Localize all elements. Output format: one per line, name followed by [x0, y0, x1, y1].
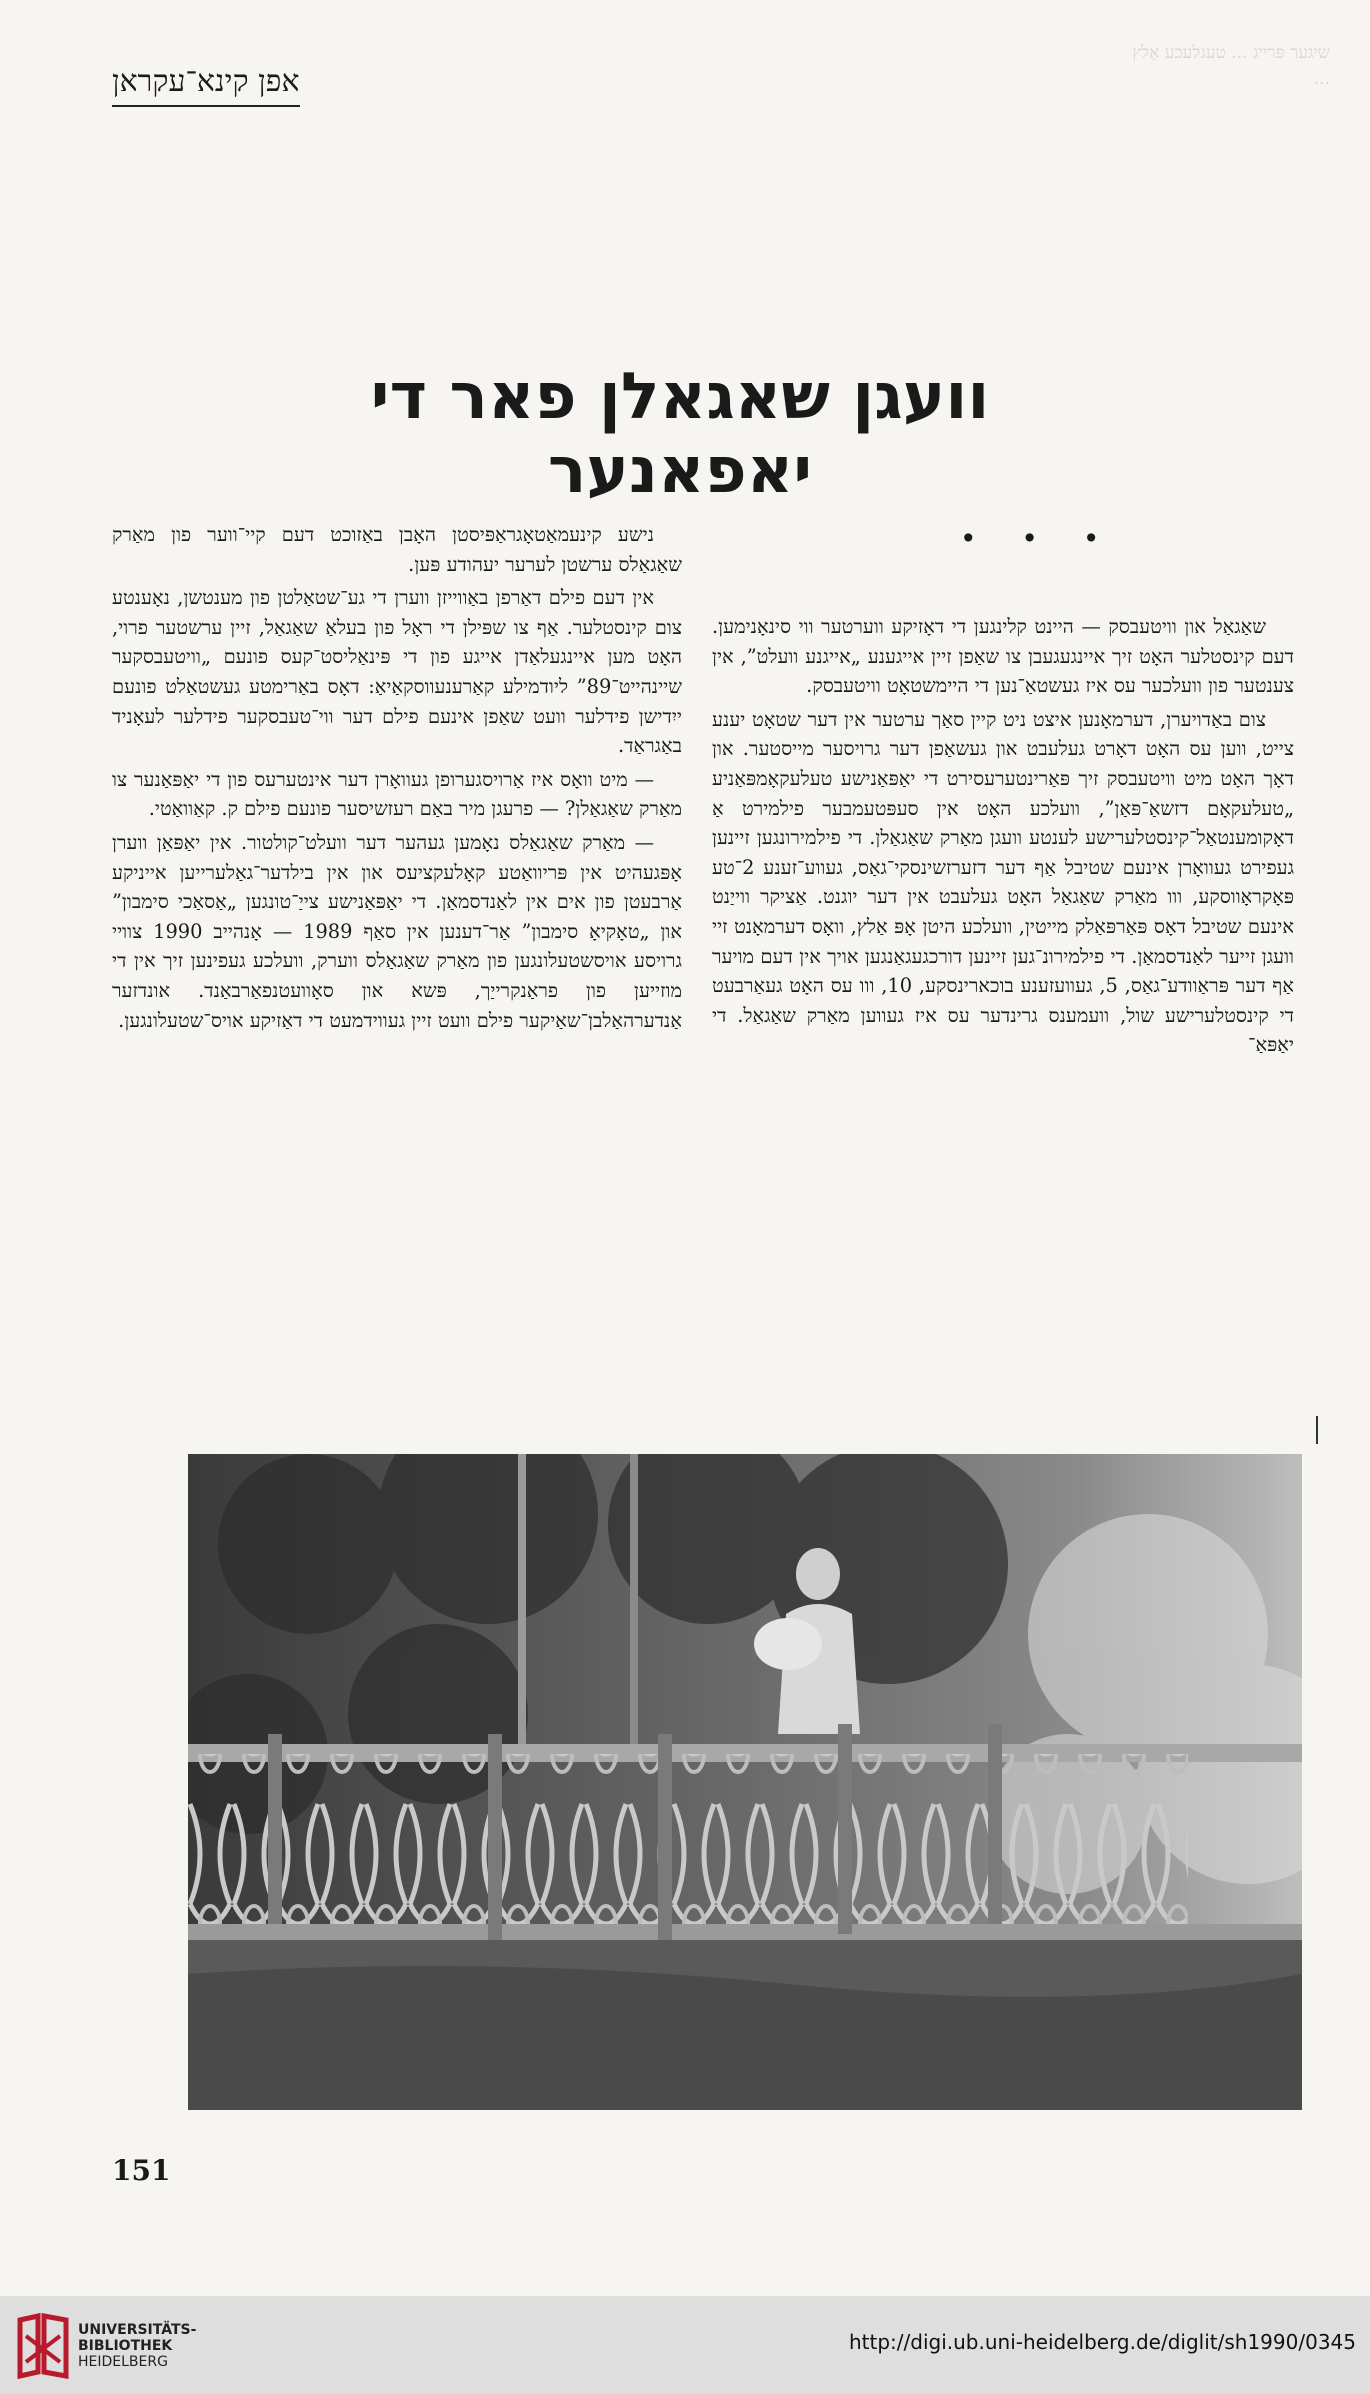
margin-mark: [1316, 1416, 1318, 1444]
page-number: 151: [112, 2154, 171, 2187]
left-column: [112, 520, 682, 1039]
paragraph: — מיט וואָס איז אַרויסגערופן געוואָרן דער אינטערעס פון די יאַפּאַנער צו מאַרק שאַגאַלן? — פרעגן מיר באַם רעזשיסער פונעם פילם ק. קאַוואַטי.: [112, 767, 682, 821]
library-name-line: HEIDELBERG: [78, 2354, 168, 2370]
section-dots: • • •: [960, 522, 1118, 555]
library-name-line: BIBLIOTHEK: [78, 2338, 173, 2354]
bleed-through-text: שיגער פּרייג ... טעגלעכע אַלץ ...: [1132, 43, 1330, 89]
library-name: [78, 2322, 196, 2370]
permalink[interactable]: http://digi.ub.uni-heidelberg.de/diglit/sh1990/0345: [848, 2330, 1356, 2354]
article-title: וועגן שאגאלן פאר די יאפאנער: [370, 360, 990, 508]
paragraph: צום באַדויערן, דערמאָנען איצט ניט קיין סאַך ערטער אין דער שטאָט יענע צייט, ווען עס האָט דאָרט געלעבט און געשאַפן דער גרויסער מייסטער. און דאָך האָט מיט וויטעבסק זיך פּאַרינטערעסירט די יאַפּאַנישע טעלעקאָמפּאַניע „טעלעקאָם דזשאַ־פּאַן”, וועלכע האָט אין סעפּטעמבער פילמירט אַ דאָקומענטאַל־קינסטלערישע לענטע וועגן מאַרק שאַגאַלן. די פילמירונגען זיינען געפירט געוואָרן אינעם שטיבל אַף דער דזערזשינסקי־גאַס, געווע־זענע 2־טע פּאָקראָווסקע, ווו מאַרק שאַגאַל האָט געלעבט אין דער יוגנט. אַציקר ווייַנט אינעם שטיבל דאָס פּאַרפּאַלק מייטין, וועלכע היטן אָפּ אַלץ, וואָס דערמאָנט זיי וועגן זייער לאַנדסמאַן. די פילמירונ־גען זיינען דורכגעגאַנגען אויך אין דעם מויער אַף דער פּראַוודע־גאַס, 5, געוועזענע בוכארינסקע, 10, ווו עס האָט געאַרבעט די קינסטלערישע שול, וועמענס גרינדער עס איז געווען מאַרק שאַגאַל. די יאַפּאַ־: [712, 707, 1294, 1057]
library-logo-icon: [14, 2310, 72, 2380]
photo-woman-on-bridge: [188, 1454, 1302, 2110]
viewer-footer: [0, 2296, 1370, 2394]
paragraph: — מאַרק שאַגאַלס נאָמען געהער דער וועלט־קולטור. אין יאַפּאַן ווערן אָפּגעהיט אין פּריוואַטע קאָלעקציעס און אין בילדער־גאַלערייען אייניקע אַרבעטן פון אים אין לאַנדסמאַן. די יאַפּאַנישע צייַ־טונגען „אַסאַכי סימבון” און „טאָקיאָ סימבון” אַר־דענען אין סאַף 1989 — אָנהייב 1990 צוויי גרויסע אויסשטעלונגען פון מאַרק שאַגאַלס ווערק, וועלכע געפינען זיך אין די מוזייען פון פראַנקרייַך, פּשא און סאָוועטנפאַרבאַנד. אונדזער אַנדערהאַלבן־שאַיקער פילם וועט זיין געווידמעט די דאַזיקע אויס־שטעלונגען.: [112, 830, 682, 1032]
right-column: [712, 612, 1294, 1064]
paragraph: אין דעם פילם דאַרפן באַווייזן ווערן די גע־שטאַלטן פון מענטשן, נאָענטע צום קינסטלער. אַף צו שפּילן די ראָל פון בעלאַ שאַגאַל, זיין ערשטער פרוי, האָט מען איינגעלאַדן אייגע פון די פּינאַליסט־קעס פונעם „וויטעבסקער שיינהייט־89” ליודמילע קאַרענעווסקאַיאַ: דאָס באַרימטע געשטאַלט פונעם ייִדישן פידלער וועט שאַפן אינעם פילם דער ווי־טעבסקער פידלער לעאָניד באַגראַד.: [112, 586, 682, 758]
running-head: אפן קינא־עקראן: [112, 64, 300, 107]
paragraph: שאַגאַל און וויטעבסק — היינט קלינגען די דאָזיקע ווערטער ווי סינאָנימען. דעם קינסטלער האָט זיך איינגעגעבן צו שאַפן זיין אייגענע „אייגנע וועלט”, אין צענטער פון וועלכער עס איז געשטאַ־נען די היימשטאָט וויטעבסק.: [712, 615, 1294, 698]
library-name-line: UNIVERSITÄTS-: [78, 2322, 197, 2338]
paragraph: נישע קינעמאַטאָגראַפּיסטן האָבן באַזוכט דעם קיי־ווער פון מאַרק שאַגאַלס ערשטן לערער יעהודע פּען.: [112, 523, 682, 576]
